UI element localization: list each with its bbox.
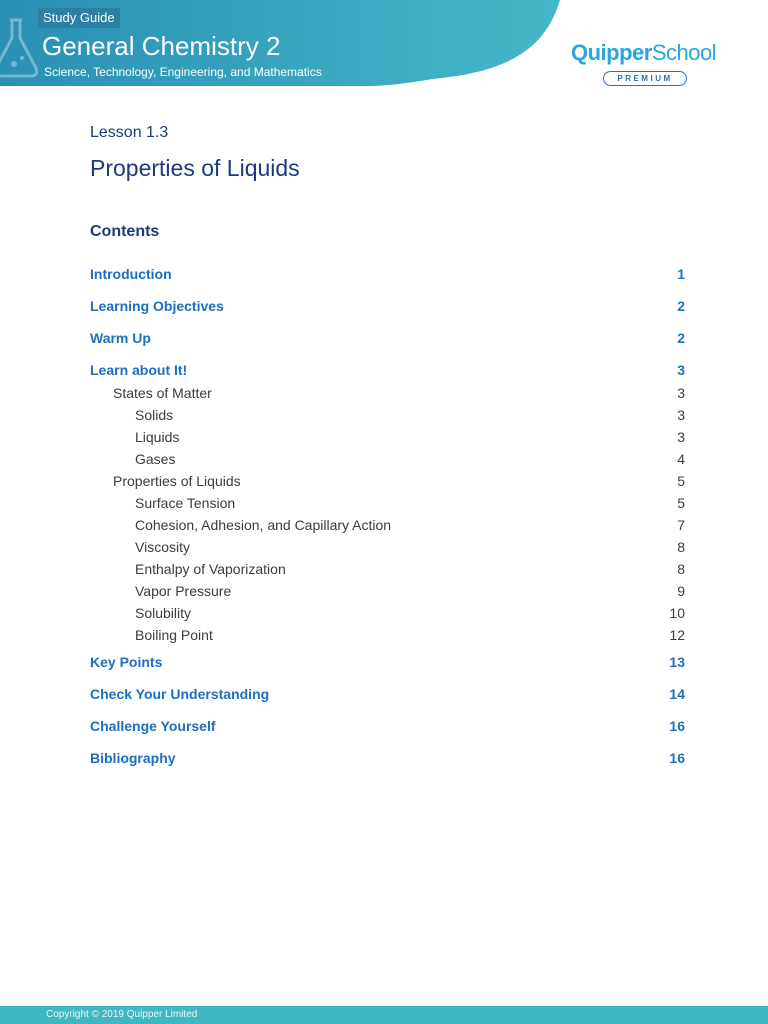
toc-entry-bibliography[interactable] (90, 744, 685, 776)
toc-entry-label: Cohesion, Adhesion, and Capillary Action (135, 517, 392, 533)
toc-entry-challenge-yourself[interactable] (90, 712, 685, 744)
toc-entry-introduction[interactable] (90, 260, 685, 292)
toc-entry-solids[interactable] (90, 404, 685, 426)
toc-entry-page: 16 (669, 750, 685, 766)
toc-entry-label: Surface Tension (135, 495, 236, 511)
toc-entry-page: 9 (677, 583, 685, 599)
toc-entry-vapor-pressure[interactable] (90, 580, 685, 602)
toc-entry-solubility[interactable] (90, 602, 685, 624)
toc-entry-label: Challenge Yourself (90, 718, 216, 734)
toc-entry-page: 10 (669, 605, 685, 621)
toc-entry-page: 8 (677, 561, 685, 577)
toc-entry-page: 13 (669, 654, 685, 670)
toc-entry-page: 3 (677, 407, 685, 423)
copyright-text: Copyright © 2019 Quipper Limited (46, 1009, 198, 1020)
toc-entry-label: Check Your Understanding (90, 686, 270, 702)
toc-entry-learn-about-it[interactable] (90, 356, 685, 382)
toc-entry-key-points[interactable] (90, 648, 685, 680)
toc-entry-label: Viscosity (135, 539, 190, 555)
toc-entry-states-of-matter[interactable] (90, 382, 685, 404)
toc-entry-cohesion-adhesion[interactable] (90, 514, 685, 536)
footer-bar (0, 1006, 768, 1024)
toc-entry-label: Vapor Pressure (135, 583, 232, 599)
contents-heading: Contents (90, 223, 160, 240)
table-of-contents (90, 260, 685, 776)
course-title: General Chemistry 2 (42, 31, 281, 61)
toc-entry-label: Boiling Point (135, 627, 213, 643)
toc-entry-learning-objectives[interactable] (90, 292, 685, 324)
toc-entry-liquids[interactable] (90, 426, 685, 448)
toc-entry-page: 4 (677, 451, 685, 467)
toc-entry-page: 12 (669, 627, 685, 643)
toc-entry-gases[interactable] (90, 448, 685, 470)
logo-brand-light: School (651, 40, 717, 65)
toc-entry-label: Solubility (135, 605, 192, 621)
toc-entry-page: 2 (677, 298, 685, 314)
toc-entry-enthalpy-of-vaporization[interactable] (90, 558, 685, 580)
toc-entry-viscosity[interactable] (90, 536, 685, 558)
flask-icon (0, 18, 40, 80)
toc-entry-page: 14 (669, 686, 685, 702)
toc-entry-label: Learning Objectives (90, 298, 224, 314)
toc-entry-boiling-point[interactable] (90, 624, 685, 646)
toc-entry-label: Bibliography (90, 750, 176, 766)
toc-entry-page: 2 (677, 330, 685, 346)
toc-entry-page: 3 (677, 385, 685, 401)
course-subtitle: Science, Technology, Engineering, and Mathematics (44, 65, 322, 79)
toc-entry-page: 3 (677, 429, 685, 445)
lesson-title: Properties of Liquids (90, 155, 300, 181)
toc-entry-check-your-understanding[interactable] (90, 680, 685, 712)
toc-entry-page: 5 (677, 495, 685, 511)
toc-entry-page: 8 (677, 539, 685, 555)
study-guide-badge: Study Guide (38, 8, 120, 28)
quipper-school-logo (571, 40, 723, 86)
toc-entry-properties-of-liquids[interactable] (90, 470, 685, 492)
toc-entry-page: 16 (669, 718, 685, 734)
toc-entry-page: 3 (677, 362, 685, 378)
toc-entry-page: 7 (677, 517, 685, 533)
toc-entry-label: Learn about It! (90, 362, 188, 378)
toc-entry-label: Properties of Liquids (113, 473, 241, 489)
premium-badge: PREMIUM (603, 71, 687, 86)
toc-entry-label: Warm Up (90, 330, 151, 346)
toc-entry-label: Introduction (90, 266, 172, 282)
toc-entry-label: Key Points (90, 654, 163, 670)
toc-entry-label: Enthalpy of Vaporization (135, 561, 286, 577)
toc-entry-surface-tension[interactable] (90, 492, 685, 514)
toc-entry-page: 1 (677, 266, 685, 282)
toc-entry-page: 5 (677, 473, 685, 489)
toc-entry-label: Solids (135, 407, 174, 423)
toc-entry-label: Gases (135, 451, 176, 467)
logo-brand-bold: Quipper (571, 40, 652, 65)
lesson-number: Lesson 1.3 (90, 124, 169, 141)
toc-entry-label: States of Matter (113, 385, 212, 401)
toc-entry-warm-up[interactable] (90, 324, 685, 356)
toc-entry-label: Liquids (135, 429, 180, 445)
